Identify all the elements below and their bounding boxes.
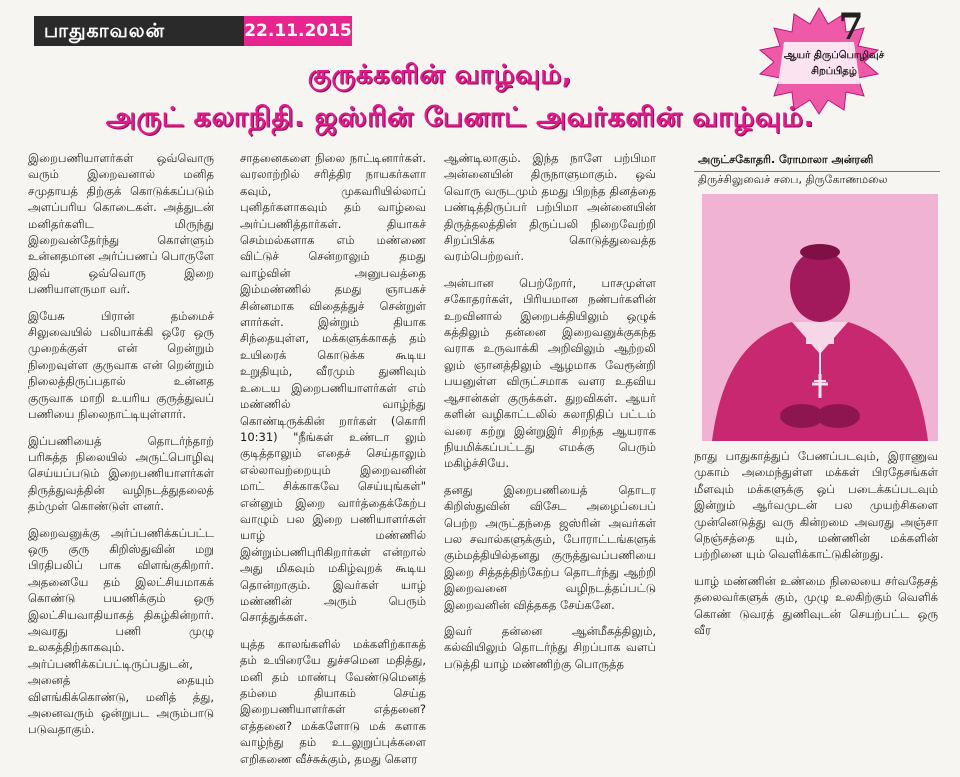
caption-affiliation: திருச்சிலுவைச் சபை, திருகோணமலை: [698, 173, 888, 186]
bishop-portrait-photo: [702, 194, 938, 441]
paragraph: இறைவனுக்கு அர்ப்பணிக்கப்பட்ட ஒரு குரு கிறிஸ்துவின் மறு பிரதிபலிப் பாக விளங்குகிறார். அதனையே தம் இலட்சியமாகக் கொண்டு பயணிக்கும் ஒரு இலட்சியவாதியாகத் திகழ்கின்றார். அவரது பணி முழு உலகத்திற்காகவும். அர்ப்பணிக்கப்பட்டிருப்பதுடன், அனைத் தையும் விளங்கிக்கொண்டு, மனித் த்து, அனைவரும் ஒன்றுபட அரும்பாடு படுவதாகும்.: [28, 525, 214, 737]
paragraph: யுத்த காலங்களில் மக்களிற்காகத் தம் உயிரையே துச்சமென மதித்து, மனி தம் மாண்பு வேண்டுமெனத் தம்மை தியாகம் செய்த இறைபணியாளர்கள் எத்தனை? எத்தனை? மக்களோடு மக் களாக வாழ்ந்து தம் உடலுறுப்புக்களை எறிகணை வீச்சுக்கும், தமது கௌர: [240, 636, 426, 766]
photo-caption: [694, 150, 940, 190]
paragraph: ஆண்டிலாகும். இந்த நாளே பற்பிமா அன்னையின் திருநாளுமாகும். ஒவ் வொரு வருடமும் தமது பிறந்த தினத்தை பண்டித்திருப்பர் பற்பிமா அன்னையின் திருத்தலத்தின் திருப்பலி நிறைவேற்றி சிறப்பிக்க கொடுத்துவைத்த வரம்பெற்றவர்.: [444, 151, 656, 264]
paragraph: இப்பணியைத் தொடர்ந்தாற் பரிசுத்த நிலையில் அருட்பொழிவு செய்யப்படும் இறைபணியாளர்கள் திருத்துவத்தின் வழிநடத்துதலைத் தம்முள் கொண்டுள் ளனர்.: [28, 433, 214, 514]
article-column-4: [694, 448, 938, 648]
newspaper-name: பாதுகாவலன்: [34, 16, 244, 46]
supplement-label-line2: சிறப்பிதழ்: [811, 66, 857, 77]
headline-line2: அருட் கலாநிதி. ஜஸ்ரின் பேனாட் அவர்களின் வாழ்வும்.: [105, 102, 815, 133]
publication-date: 22.11.2015: [244, 16, 352, 46]
paragraph: இவர் தன்னை ஆன்மீகத்திலும், கல்வியிலும் தொடர்ந்து சிறப்பாக வளப் படுத்தி யாழ் மண்ணிற்கு பொருத்த: [444, 623, 656, 671]
caption-name: அருட்சகோதரி. ரோமாலா அன்ரனி: [694, 150, 940, 172]
paragraph: அன்பான பெற்றோர், பாசமுள்ள சகோதரர்கள், பிரியமான நண்பர்களின் உறவினால் இறைபக்தியிலும் ஒழுக் கத்திலும் தன்னை இறைவனுக்குகந்த வராக உருவாக்கி அறிவிலும் ஆற்றலி லும் ஞானத்திலும் ஆழமாக வேரூன்றி பயனுள்ள விருட்சமாக வளர உதவிய ஆசான்கள் குருக்கள். துறவிகள். ஆயர் களின் வழிகாட்டலில் கலாநிதிப் பட்டம் வரை கற்று இன்றுஇர் சிறந்த ஆயராக நியமிக்கப்பட்டது எமக்கு பெரும் மகிழ்ச்சியே.: [444, 275, 656, 471]
paragraph: யாழ் மண்ணின் உண்மை நிலையை சர்வதேசத் தலைவர்களுக் கும், முழு உலகிற்கும் வெளிக் கொண் டுவரத் துணிவுடன் செயற்பட்ட ஒரு வீர: [694, 573, 938, 638]
paragraph: தனது இறைபணியைத் தொடர கிறிஸ்துவின் விசேட அழைப்பைப் பெற்ற அருட்தந்தை ஜஸ்ரின் அவர்கள் பல சவால்களுக்கும், போராட்டங்களுக் கும்மத்தியில்தனது குருத்துவப்பணியை இறை சித்தத்திற்கேற்ப தொடர்ந்து ஆற்றி இறைவனை வழிநடத்தப்பட்டு இறைவனின் வித்தகத சேய்கனே.: [444, 482, 656, 612]
headline-line1: குருக்களின் வாழ்வும்,: [307, 60, 573, 90]
paragraph: இறைபணியாளர்கள் ஒவ்வொரு வரும் இறைவனால் மனித சமுதாயத் திற்குக் கொடுக்கப்படும் அளப்பரிய கொடைகள். அத்துடன் மனிதர்களிட மிருந்து இறைவன்தேர்ந்து கொள்ளும் உன்னதமான அர்ப்பணப் பொருளே இவ் ஒவ்வொரு இறை பணியாளருமா வர்.: [28, 151, 214, 297]
supplement-label-line1: ஆயர் திருப்பொழிவுச்: [783, 50, 885, 61]
supplement-number: 7: [838, 6, 864, 48]
paragraph: இயேசு பிரான் தம்மைச் சிலுவையில் பலியாக்கி ஒரே ஒரு முறைக்குள் என் றென்றும் நிறைவுள்ள குருவாக என் றென்றும் நிலைத்திருப்பதால் உன்னத குருவாக மாறி உயரிய குருத்துவப் பணியை நிலைநாட்டியுள்ளார்.: [28, 308, 214, 422]
article-column-3: [444, 150, 656, 682]
article-column-1: [28, 150, 214, 748]
masthead: [34, 16, 352, 46]
paragraph: நாது பாதுகாத்துப் பேணப்படவும், இராணுவ முகாம் அமைந்துள்ள மக்கள் பிரதேசங்கள் மீளவும் மக்களுக்கு ஒப் படைக்கப்படவும் இன்றும் ஆர்வமுடன் பல முயற்சிகளை முன்னெடுத்து வரு கின்றமை அவரது அஞ்சா நெஞ்சத்தை யும், மண்ணின் மக்களின் பற்றினை யும் வெளிக்காட்டுகின்றது.: [694, 449, 938, 562]
article-column-2: [240, 150, 426, 777]
paragraph: சாதனைகளை நிலை நாட்டினார்கள். வரலாற்றில் சரித்திர நாயகர்களா கவும், முகவரியில்லாப் புனிதர்களாகவும் தம் வாழ்வை அர்ப்பணித்தார்கள். தியாகச் செம்மல்களாக எம் மண்ணை விட்டுச் சென்றாலும் தமது வாழ்வின் அனுபவத்தை இம்மண்ணில் தமது ஞாபகச் சின்னமாக விதைத்துச் சென்றுள் ளார்கள். இன்றும் தியாக சிந்தையுள்ள, மக்களுக்காகத் தம் உயிரைக் கொடுக்க கூடிய உறுதியும், வீரமும் துணிவும் உடைய இறைபணியாளர்கள் எம் மண்ணில் வாழ்ந்து கொண்டிருக்கின் றார்கள் (கொரி 10:31) "நீங்கள் உண்டா லும் குடித்தாலும் எதைச் செய்தாலும் எல்லாவற்றையும் இறைவனின் மாட் சிக்காகவே செய்யுங்கள்" என்னும் இறை வார்த்தைக்கேற்ப வாழும் பல இறை பணியாளர்கள் யாழ் மண்ணில் இன்றும்பணிபுரிகிறார்கள் என்றால் அது மிகவும் மகிழ்வுறக் கூடிய தொன்றாகும். இவர்கள் யாழ் மண்ணின் அரும் பெரும் சொத்துக்கள்.: [240, 151, 426, 625]
